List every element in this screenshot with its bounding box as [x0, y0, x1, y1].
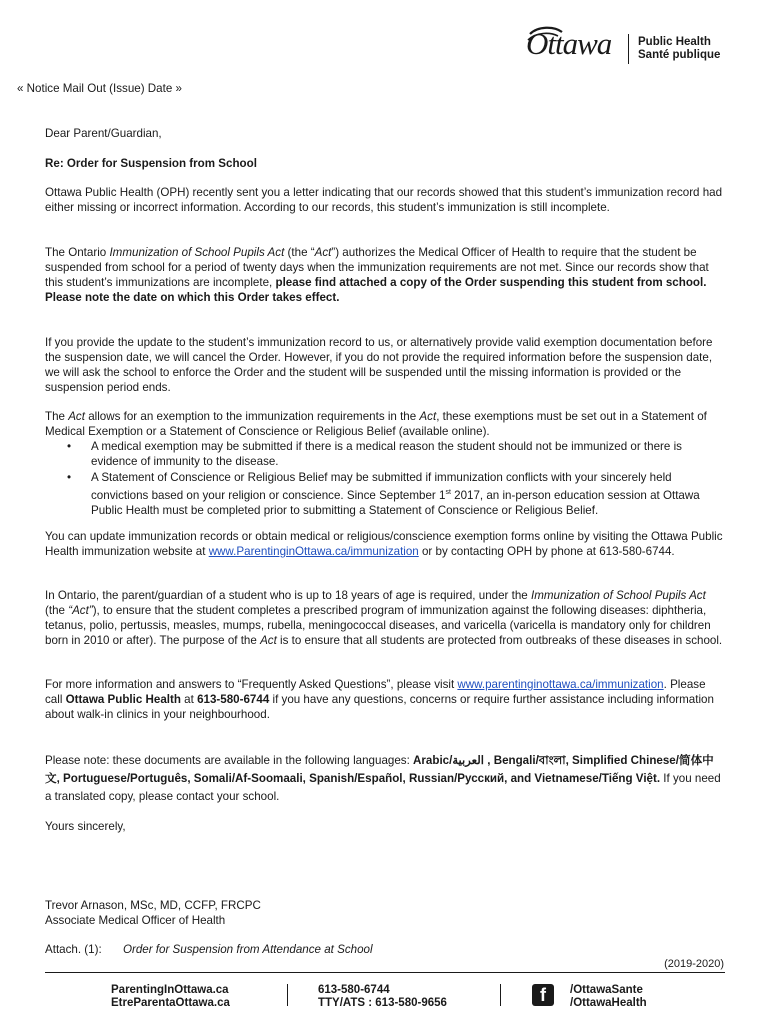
bullet-2-text-b: 2017, an in-person education session at Ottawa Public Health must be completed prior to submitting a Statement of Conscience or Religious Belief.	[91, 488, 700, 517]
p8-text-b: If you need a translated copy, please contact your school.	[45, 772, 721, 803]
paragraph-4	[45, 409, 725, 439]
footer-separator	[500, 984, 501, 1006]
notice-date: « Notice Mail Out (Issue) Date »	[17, 82, 182, 95]
p6-text-d: is to ensure that all students are protected from outbreaks of these diseases in school.	[276, 634, 723, 647]
p7-phone-bold: 613-580-6744	[197, 693, 270, 706]
p8-text-a: Please note: these documents are available in the following languages:	[45, 754, 414, 767]
paragraph-1: Ottawa Public Health (OPH) recently sent you a letter indicating that our records showed that this student’s immunization record had either missing or incorrect information. According to our records, this student’s immunization is still incomplete.	[45, 186, 723, 214]
p4-text-a: The	[45, 410, 69, 423]
faq-link[interactable]: www.parentinginottawa.ca/immunization	[457, 678, 664, 691]
paragraph-3: If you provide the update to the student’s immunization record to us, or alternatively provide valid exemption documentation before the suspension date, we will cancel the Order. However, if you do not provide the required information before the suspension date, we will ask the school to enforce the Order and the student will be suspended until the missing information is provided or the suspension period ends.	[45, 336, 713, 394]
attachment-label: Attach. (1):	[45, 943, 102, 956]
immunization-link[interactable]: www.ParentinginOttawa.ca/immunization	[208, 545, 419, 558]
list-item	[45, 439, 725, 469]
p6-text-b: (the	[45, 604, 69, 617]
p4-act: Act	[68, 410, 85, 423]
exemption-bullet-list	[45, 439, 725, 518]
attachment-document: Order for Suspension from Attendance at School	[122, 943, 373, 956]
closing: Yours sincerely,	[45, 820, 126, 833]
paragraph-5	[45, 529, 725, 559]
bullet-1-text: A medical exemption may be submitted if there is a medical reason the student should not be immunized or there is evidence of immunity to the disease.	[91, 440, 682, 468]
bullet-dot-icon: •	[67, 471, 72, 484]
bullet-dot-icon: •	[67, 440, 72, 453]
p2-act-title: Immunization of School Pupils Act	[109, 246, 285, 259]
p2-text-b: (the “	[284, 246, 315, 259]
attachment-line	[45, 942, 725, 957]
p5-text-b: or by contacting OPH by phone at 613-580-6744.	[418, 545, 675, 558]
footer-tty: TTY/ATS : 613-580-9656	[318, 997, 447, 1009]
p8-languages: Arabic/العربية , Bengali/বাংলা, Simplified Chinese/简体中文, Portuguese/Português, Somali/Af-Soomaali, Spanish/Español, Russian/Русский, and Vietnamese/Tiếng Việt.	[45, 754, 714, 785]
facebook-icon[interactable]: f	[532, 984, 554, 1006]
footer-social	[570, 984, 647, 1010]
p4-text-c: , these exemptions must be set out in a Statement of Medical Exemption or a Statement of Conscience or Religious Belief (available online).	[45, 410, 707, 438]
logo-wordmark: Ottawa	[526, 26, 612, 61]
footer-separator	[287, 984, 288, 1006]
department-en: Public Health	[638, 36, 711, 48]
department-fr: Santé publique	[638, 49, 721, 61]
salutation: Dear Parent/Guardian,	[45, 127, 162, 140]
footer-phones	[318, 984, 447, 1010]
p6-text-a: In Ontario, the parent/guardian of a student who is up to 18 years of age is required, under the	[45, 589, 531, 602]
p7-text-b: . Please call	[45, 678, 706, 706]
footer-divider	[45, 972, 725, 973]
bullet-2-superscript: st	[445, 489, 451, 496]
paragraph-2	[45, 245, 725, 305]
p6-text-c: ), to ensure that the student completes a prescribed program of immunization against the following diseases: diphtheria, tetanus, polio, pertussis, measles, mumps, rubella, meningococcal diseases, and varicella (varicella is mandatory only for children born in 2010 or after). The purpose of the	[45, 604, 711, 647]
p2-text-c: ”) authorizes the Medical Officer of Health to require that the student be suspended from school for a period of twenty days when the immunization requirements are not met. Since our records show that this student’s immunizations are incomplete,	[45, 246, 709, 289]
footer-site-en[interactable]: ParentingInOttawa.ca	[111, 984, 229, 996]
footer-phone: 613-580-6744	[318, 984, 390, 996]
document-code: (2019-2020)	[664, 958, 724, 970]
footer-social-en[interactable]: /OttawaHealth	[570, 997, 647, 1009]
p6-act-2: Act	[260, 634, 277, 647]
subject-line: Re: Order for Suspension from School	[45, 157, 257, 170]
paragraph-7	[45, 677, 725, 722]
paragraph-8	[45, 752, 725, 806]
p7-text-d: if you have any questions, concerns or require further assistance including information about walk-in clinics in your neighbourhood.	[45, 693, 714, 721]
signer-name: Trevor Arnason, MSc, MD, CCFP, FRCPC	[45, 899, 261, 912]
signer-title: Associate Medical Officer of Health	[45, 914, 226, 927]
p7-text-a: For more information and answers to “Frequently Asked Questions”, please visit	[45, 678, 458, 691]
footer-site-fr[interactable]: EtreParentaOttawa.ca	[111, 997, 230, 1009]
p2-text-a: The Ontario	[45, 246, 110, 259]
p6-act: “Act”	[68, 604, 93, 617]
footer-social-fr[interactable]: /OttawaSante	[570, 984, 643, 996]
footer	[0, 982, 770, 1018]
bullet-2-text-a: A Statement of Conscience or Religious Belief may be submitted if immunization conflicts with your sincerely held convictions based on your religion or conscience. Since September 1	[91, 471, 672, 502]
paragraph-6	[45, 588, 725, 648]
p7-text-c: at	[180, 693, 198, 706]
p2-act: Act	[314, 246, 332, 259]
p2-bold-text: please find attached a copy of the Order suspending this student from school. Please note the date on which this Order takes effect.	[45, 276, 707, 304]
p4-text-b: allows for an exemption to the immunization requirements in the	[84, 410, 420, 423]
p6-act-title: Immunization of School Pupils Act	[530, 589, 706, 602]
p7-oph-bold: Ottawa Public Health	[65, 693, 181, 706]
p4-act-2: Act	[419, 410, 437, 423]
footer-websites	[111, 984, 230, 1010]
list-item	[45, 470, 725, 518]
p5-text-a: You can update immunization records or obtain medical or religious/conscience exemption forms online by visiting the Ottawa Public Health immunization website at	[45, 530, 723, 558]
